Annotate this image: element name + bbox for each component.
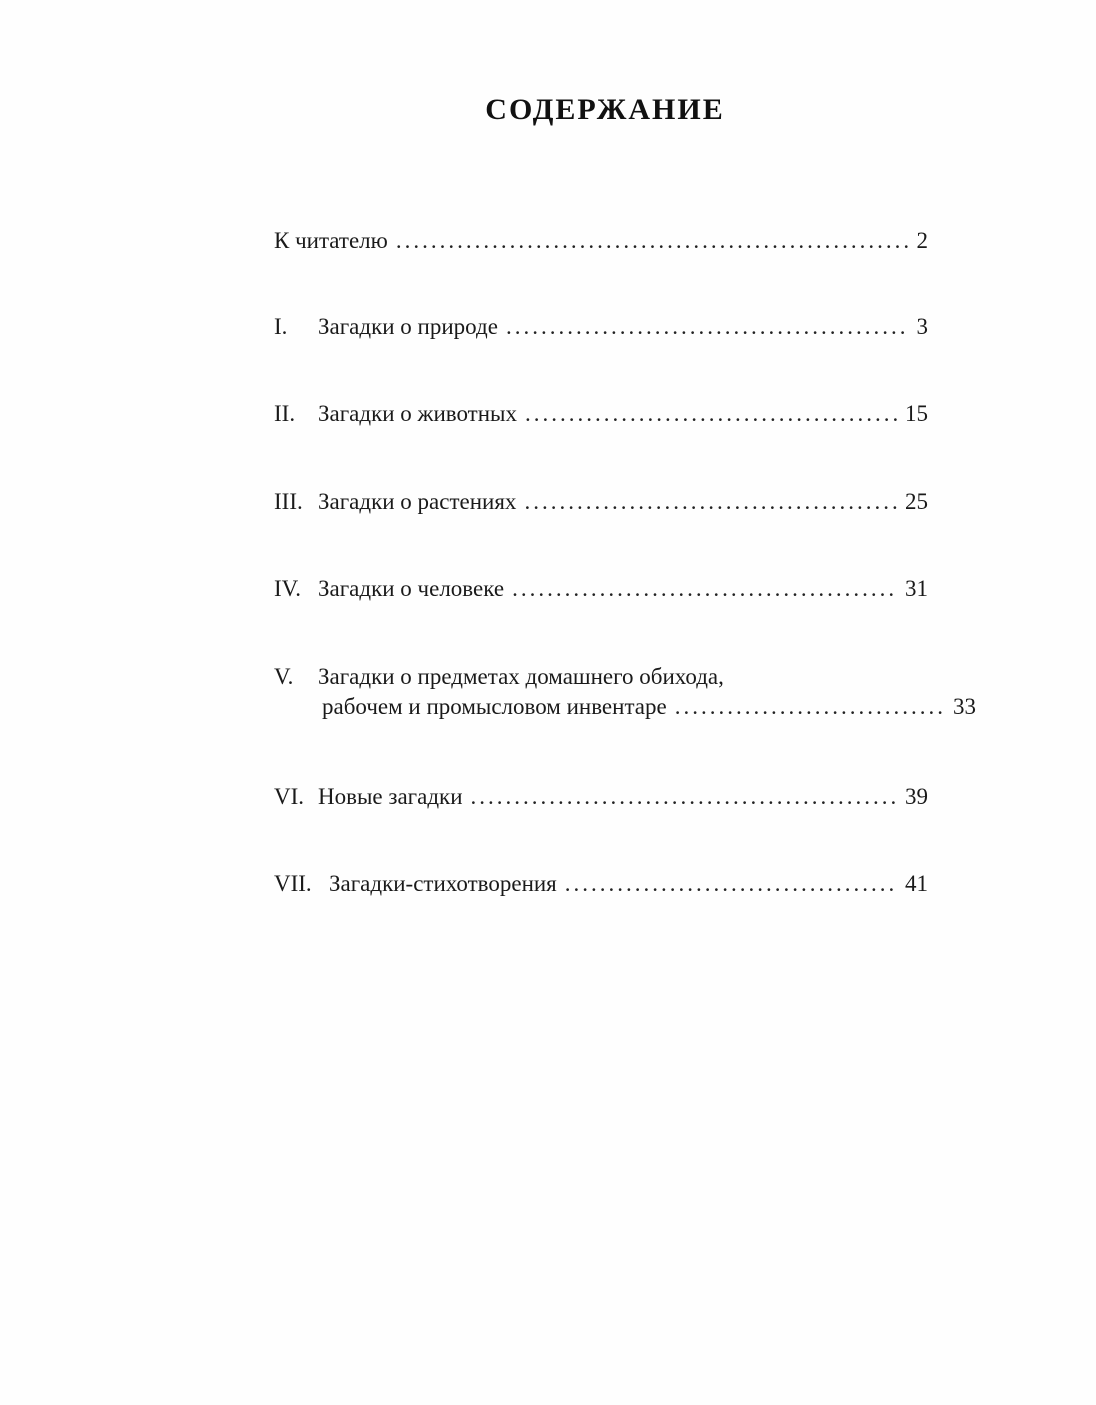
toc-entry-label: К читателю xyxy=(274,228,388,253)
page-title: СОДЕРЖАНИЕ xyxy=(485,93,725,126)
toc-entry-page: 15 xyxy=(905,401,928,426)
toc-entry-page: 31 xyxy=(905,576,928,601)
toc-entry-page: 3 xyxy=(916,314,928,339)
dot-leader xyxy=(675,692,945,722)
toc-entry-chapter-6 xyxy=(274,782,928,812)
toc-entry-page: 39 xyxy=(905,784,928,809)
toc-entry-number: III. xyxy=(274,489,303,514)
toc-entry-page: 25 xyxy=(905,489,928,514)
toc-entry-number: VI. xyxy=(274,784,305,809)
toc-entry-label: Загадки о растениях xyxy=(318,489,517,514)
toc-entry-label: Загадки о животных xyxy=(318,401,517,426)
dot-leader xyxy=(471,782,897,812)
toc-entry-chapter-2 xyxy=(274,399,928,429)
toc-entry-chapter-4 xyxy=(274,574,928,604)
toc-entry-chapter-5 xyxy=(274,662,976,722)
toc-entry-page: 33 xyxy=(953,694,976,719)
toc-entry-label: Загадки о природе xyxy=(318,314,498,339)
dot-leader xyxy=(396,226,909,256)
toc-entry-chapter-7 xyxy=(274,869,928,899)
toc-entry-page: 2 xyxy=(916,228,928,253)
dot-leader xyxy=(565,869,897,899)
dot-leader xyxy=(525,399,897,429)
toc-entry-number: VII. xyxy=(274,871,312,896)
dot-leader xyxy=(506,312,909,342)
toc-entry-label-continuation: рабочем и промысловом инвентаре xyxy=(322,694,667,719)
toc-entry-chapter-1 xyxy=(274,312,928,342)
toc-entry-number: I. xyxy=(274,314,288,339)
toc-entry-number: V. xyxy=(274,664,294,689)
dot-leader xyxy=(512,574,897,604)
toc-entry-number: IV. xyxy=(274,576,302,601)
toc-entry-label: Новые загадки xyxy=(318,784,463,809)
toc-entry-label: Загадки о человеке xyxy=(318,576,505,601)
toc-entry-page: 41 xyxy=(905,871,928,896)
toc-entry-label: Загадки о предметах домашнего обихода, xyxy=(318,664,724,689)
toc-entry-label: Загадки-стихотворения xyxy=(329,871,557,896)
dot-leader xyxy=(524,487,897,517)
toc-entry-number: II. xyxy=(274,401,296,426)
toc-entry-reader xyxy=(274,226,928,256)
toc-entry-chapter-3 xyxy=(274,487,928,517)
